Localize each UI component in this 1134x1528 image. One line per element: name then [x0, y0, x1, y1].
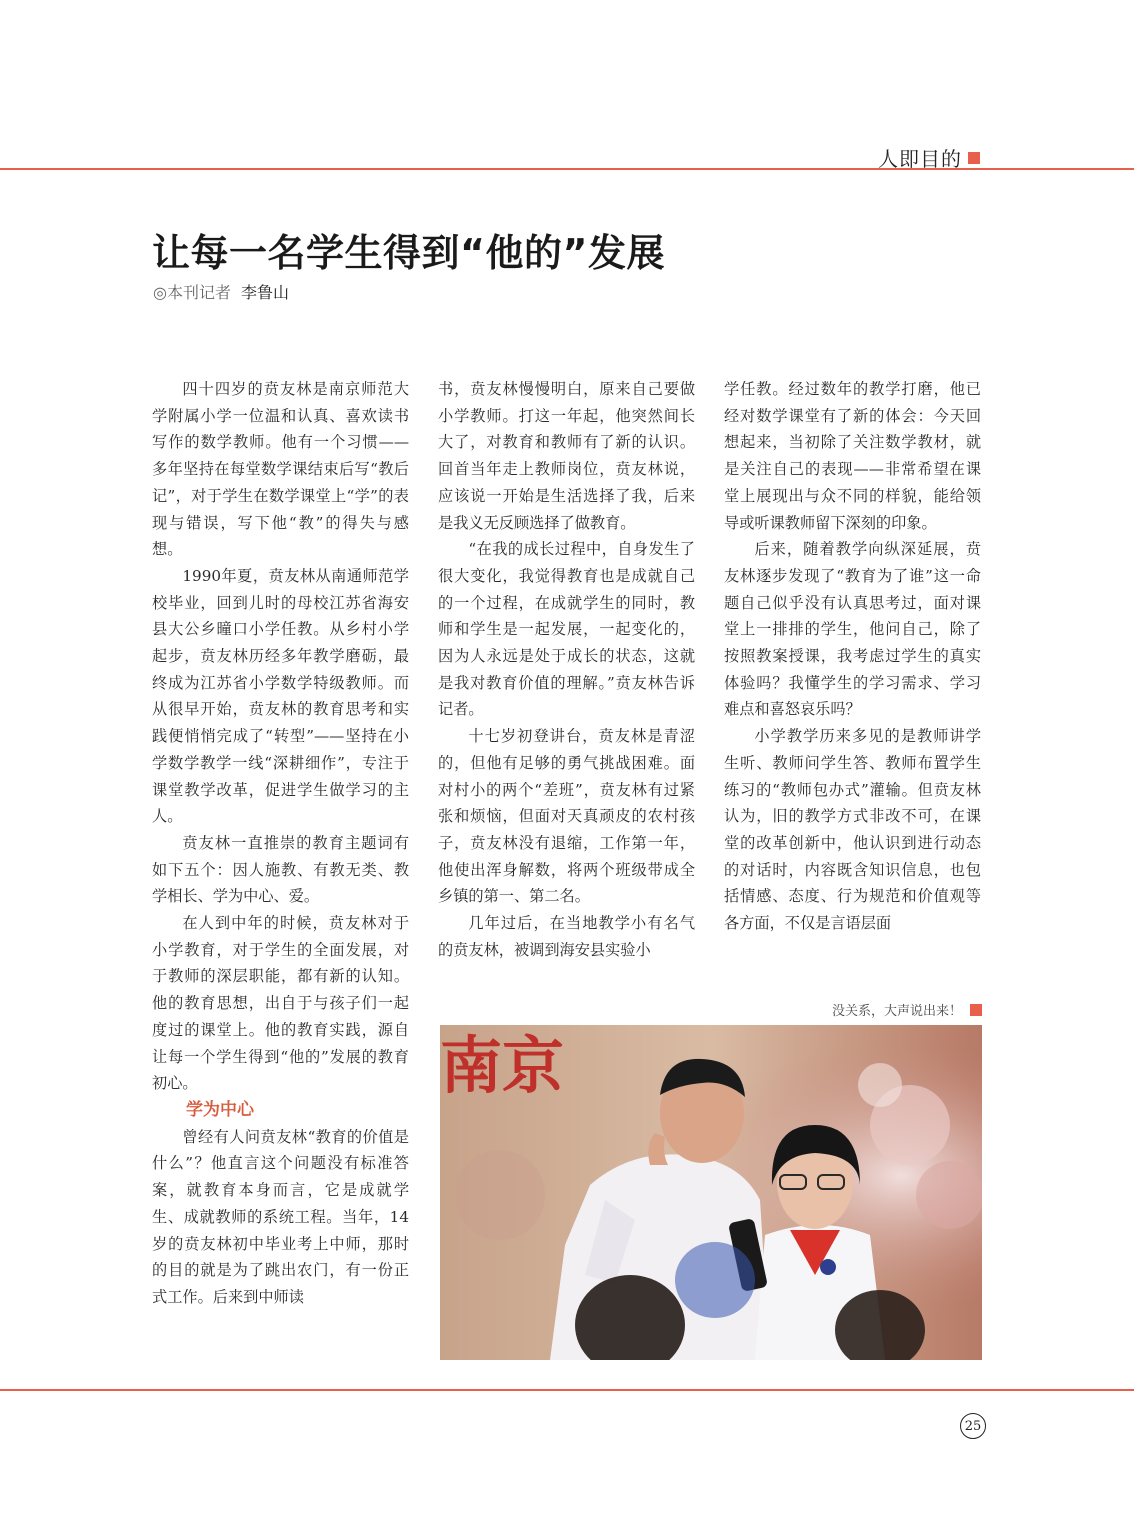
paragraph: 学任教。经过数年的教学打磨，他已经对数学课堂有了新的体会：今天回想起来，当初除了关注数学教材，就是关注自己的表现——非常希望在课堂上展现出与众不同的样貌，能给领导或听课教师留下深刻的印象。	[724, 380, 981, 532]
paragraph: 十七岁初登讲台，贲友林是青涩的，但他有足够的勇气挑战困难。面对村小的两个“差班”，贲友林有过紧张和烦恼，但面对天真顽皮的农村孩子，贲友林没有退缩，工作第一年，他使出浑身解数，将两个班级带成全乡镇的第一、第二名。	[438, 727, 695, 906]
paragraph: “在我的成长过程中，自身发生了很大变化，我觉得教育也是成就自己的一个过程，在成就学生的同时，教师和学生是一起发展，一起变化的，因为人永远是处于成长的状态，这就是我对教育价值的理解。”贲友林告诉记者。	[438, 540, 695, 719]
byline	[153, 280, 289, 303]
section-label	[878, 143, 980, 172]
text-column-2	[438, 376, 695, 963]
paragraph: 书，贲友林慢慢明白，原来自己要做小学教师。打这一年起，他突然间长大了，对教育和教师有了新的认识。回首当年走上教师岗位，贲友林说，应该说一开始是生活选择了我，后来是我义无反顾选择了做教育。	[438, 380, 695, 532]
section-label-text: 人即目的	[878, 147, 962, 171]
section-subheading: 学为中心	[186, 1099, 254, 1120]
author-name: 李鲁山	[240, 283, 289, 302]
classroom-photo	[440, 1025, 982, 1360]
paragraph: 几年过后，在当地教学小有名气的贲友林，被调到海安县实验小	[438, 914, 695, 959]
text-column-1	[152, 376, 409, 1311]
paragraph: 小学教学历来多见的是教师讲学生听、教师问学生答、教师布置学生练习的“教师包办式”灌输。但贲友林认为，旧的教学方式非改不可，在课堂的改革创新中，他认识到进行动态的对话时，内容既含知识信息，也包括情感、态度、行为规范和价值观等各方面，不仅是言语层面	[724, 727, 981, 933]
banner-text: 南京	[440, 1029, 565, 1102]
paragraph: 曾经有人问贲友林“教育的价值是什么”？他直言这个问题没有标准答案，就教育本身而言，它是成就学生、成就教师的系统工程。当年，14岁的贲友林初中毕业考上中师，那时的目的就是为了跳出农门，有一份正式工作。后来到中师读	[152, 1127, 409, 1306]
paragraph: 后来，随着教学向纵深延展，贲友林逐步发现了“教育为了谁”这一命题自己似乎没有认真思考过，面对课堂上一排排的学生，他问自己，除了按照教案授课，我考虑过学生的真实体验吗？我懂学生的学习需求、学习难点和喜怒哀乐吗？	[724, 540, 981, 719]
text-column-3	[724, 376, 981, 937]
paragraph: 在人到中年的时候，贲友林对于小学教育，对于学生的全面发展，对于教师的深层职能，都有新的认知。他的教育思想，出自于与孩子们一起度过的课堂上。他的教育实践，源自让每一个学生得到“他的”发展的教育初心。	[152, 914, 409, 1093]
photo-caption	[832, 1000, 982, 1019]
photo-caption-text: 没关系，大声说出来！	[831, 1004, 962, 1019]
red-square-icon	[970, 1004, 982, 1016]
article-title: 让每一名学生得到“他的”发展	[152, 231, 665, 275]
footer-rule	[0, 1389, 1134, 1391]
red-square-icon	[968, 152, 980, 164]
page-number: 25	[960, 1413, 986, 1439]
paragraph: 四十四岁的贲友林是南京师范大学附属小学一位温和认真、喜欢读书写作的数学教师。他有一个习惯——多年坚持在每堂数学课结束后写“教后记”，对于学生在数学课堂上“学”的表现与错误，写下他“教”的得失与感想。	[152, 380, 409, 559]
byline-prefix: ◎本刊记者	[153, 283, 231, 302]
paragraph: 1990年夏，贲友林从南通师范学校毕业，回到儿时的母校江苏省海安县大公乡曈口小学任教。从乡村小学起步，贲友林历经多年教学磨砺，最终成为江苏省小学数学特级教师。而从很早开始，贲友林的教育思考和实践便悄悄完成了“转型”——坚持在小学数学教学一线“深耕细作”，专注于课堂教学改革，促进学生做学习的主人。	[152, 566, 409, 826]
classroom-illustration	[440, 1025, 982, 1360]
paragraph: 贲友林一直推崇的教育主题词有如下五个：因人施教、有教无类、教学相长、学为中心、爱。	[152, 833, 409, 906]
badge-icon	[820, 1259, 836, 1275]
